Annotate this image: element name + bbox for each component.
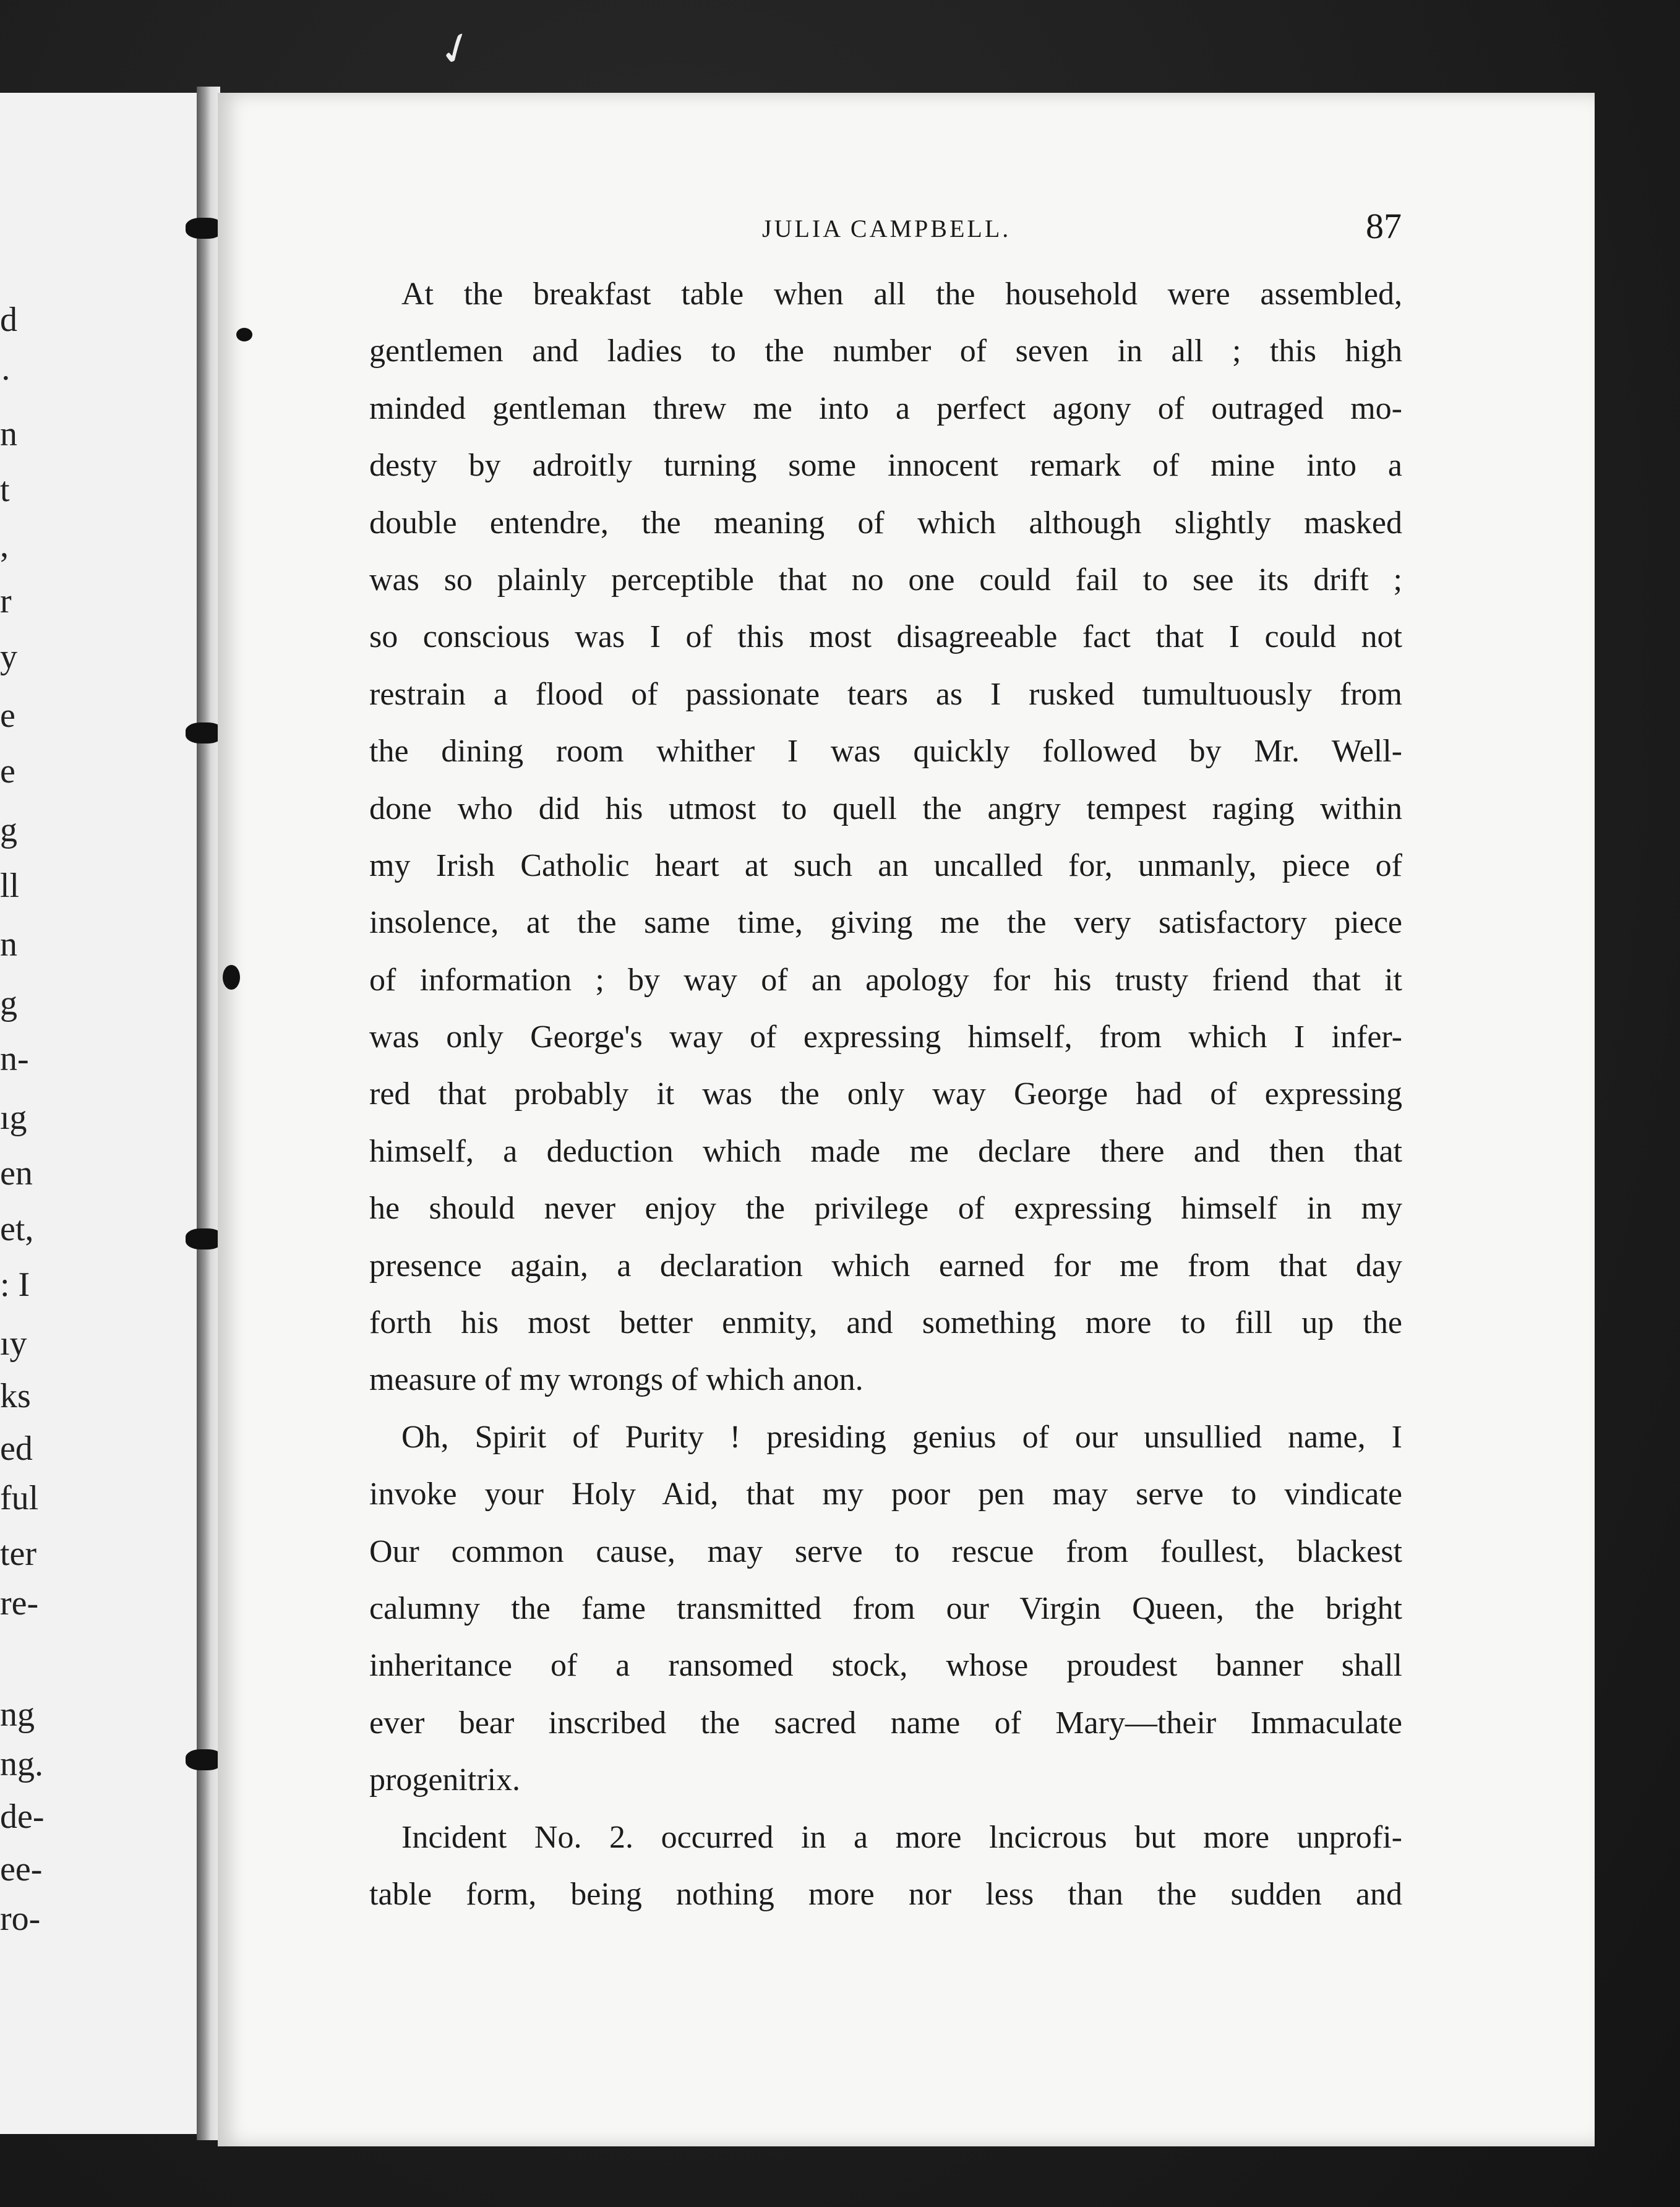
left-fragment: g [0, 984, 17, 1022]
text-line: restrain a flood of passionate tears as I rusked tumultuously from [369, 676, 1402, 712]
text-line: progenitrix. [369, 1762, 521, 1798]
text-line: done who did his utmost to quell the angry tempest raging within [369, 791, 1402, 826]
left-fragment: ed [0, 1429, 33, 1468]
left-fragment: re- [0, 1584, 39, 1622]
text-line: my Irish Catholic heart at such an uncalled for, unmanly, piece of [369, 847, 1402, 883]
left-fragment: ks [0, 1377, 31, 1415]
left-fragment: , [0, 526, 9, 565]
left-fragment: g [0, 811, 17, 849]
left-fragment: ter [0, 1535, 37, 1573]
text-line: measure of my wrongs of which anon. [369, 1362, 864, 1398]
text-line: At the breakfast table when all the household were assembled, [401, 276, 1402, 312]
left-fragment: e [0, 696, 15, 735]
text-line: ever bear inscribed the sacred name of Mary—their Immaculate [369, 1705, 1402, 1741]
running-head [218, 206, 1595, 257]
left-fragment: ll [0, 867, 20, 905]
text-line: was only George's way of expressing himself, from which I infer- [369, 1019, 1402, 1055]
text-line: insolence, at the same time, giving me the very satisfactory piece [369, 905, 1402, 941]
left-fragment: r [0, 582, 12, 620]
left-fragment: ıy [0, 1324, 27, 1363]
left-fragment: t [0, 471, 10, 509]
ink-smudge [223, 965, 240, 990]
pencil-mark-icon: ✓ [430, 19, 482, 79]
left-fragment: ful [0, 1479, 39, 1517]
left-fragment: ro- [0, 1900, 41, 1938]
left-fragment: et, [0, 1210, 34, 1248]
text-line: Incident No. 2. occurred in a more lncicrous but more unprofi- [401, 1819, 1402, 1855]
text-line: Our common cause, may serve to rescue from foullest, blackest [369, 1533, 1402, 1569]
left-fragment: n [0, 925, 17, 964]
left-facing-page [0, 93, 204, 2134]
left-fragment: n [0, 415, 17, 453]
text-line: desty by adroitly turning some innocent remark of mine into a [369, 448, 1402, 484]
left-fragment: ng [0, 1695, 35, 1734]
ink-smudge [236, 328, 252, 341]
page-number: 87 [1366, 206, 1402, 246]
left-fragment: en [0, 1154, 33, 1193]
left-fragment: d [0, 301, 17, 339]
running-title: JULIA CAMPBELL. [762, 215, 1011, 242]
left-fragment: n- [0, 1040, 29, 1078]
text-line: Oh, Spirit of Purity ! presiding genius of our unsullied name, I [401, 1419, 1402, 1455]
left-fragment: ıg [0, 1099, 27, 1137]
left-fragment: · [0, 359, 12, 398]
binding-stitch [186, 218, 223, 239]
text-line: so conscious was I of this most disagreeable fact that I could not [369, 619, 1402, 655]
text-line: invoke your Holy Aid, that my poor pen may serve to vindicate [369, 1476, 1402, 1512]
text-line: minded gentleman threw me into a perfect agony of outraged mo- [369, 390, 1402, 426]
left-fragment: ng. [0, 1745, 43, 1783]
text-line: red that probably it was the only way George had of expressing [369, 1076, 1402, 1112]
body-text [369, 266, 1402, 1923]
text-line: double entendre, the meaning of which although slightly masked [369, 505, 1402, 541]
text-line: forth his most better enmity, and something more to fill up the [369, 1305, 1402, 1341]
text-line: the dining room whither I was quickly followed by Mr. Well- [369, 734, 1402, 769]
text-line: calumny the fame transmitted from our Virgin Queen, the bright [369, 1590, 1402, 1626]
text-line: he should never enjoy the privilege of expressing himself in my [369, 1191, 1402, 1227]
binding-stitch [186, 1228, 223, 1249]
text-line: gentlemen and ladies to the number of seven in all ; this high [369, 333, 1402, 369]
text-line: presence again, a declaration which earned for me from that day [369, 1248, 1402, 1283]
text-line: himself, a deduction which made me declare there and then that [369, 1133, 1402, 1169]
book-page [218, 93, 1595, 2146]
left-fragment: e [0, 752, 15, 791]
left-fragment: de- [0, 1798, 45, 1836]
text-line: inheritance of a ransomed stock, whose proudest banner shall [369, 1648, 1402, 1684]
left-fragment: : I [0, 1266, 30, 1304]
text-line: of information ; by way of an apology for his trusty friend that it [369, 962, 1402, 998]
text-line: table form, being nothing more nor less than the sudden and [369, 1876, 1402, 1912]
binding-stitch [186, 1749, 223, 1770]
text-line: was so plainly perceptible that no one could fail to see its drift ; [369, 562, 1402, 598]
binding-stitch [186, 722, 223, 744]
book-gutter [197, 87, 220, 2140]
left-fragment: y [0, 638, 17, 676]
left-fragment: ee- [0, 1850, 43, 1888]
